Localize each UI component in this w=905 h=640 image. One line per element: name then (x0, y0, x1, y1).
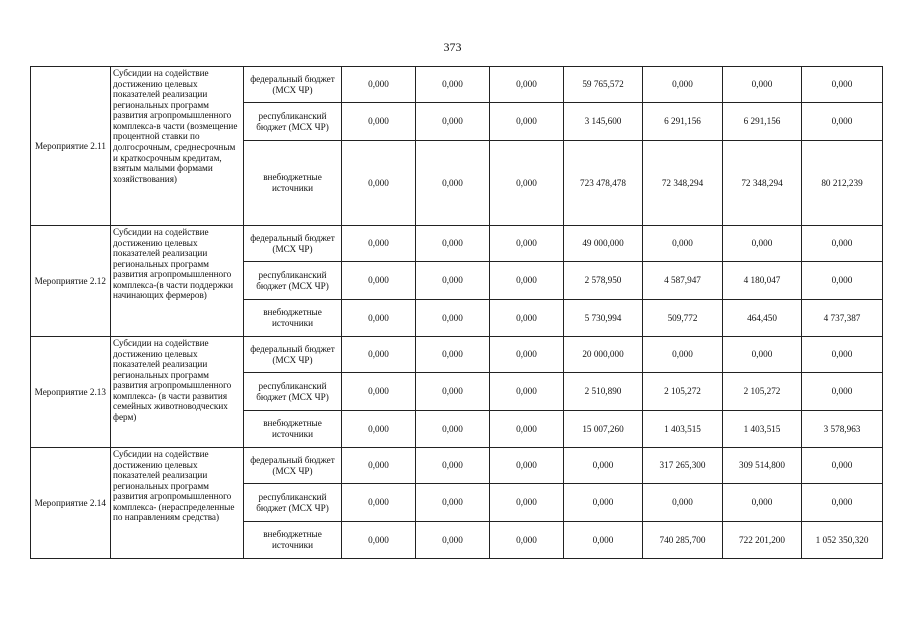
value-cell: 0,000 (490, 67, 564, 103)
value-cell: 0,000 (723, 67, 802, 103)
event-description: Субсидии на содействие достижению целевых показателей реализации региональных программ развития агропромышленного комплекса- (в части развития семейных животноводческих ферм) (111, 337, 244, 448)
value-cell: 2 105,272 (723, 373, 802, 411)
value-cell: 0,000 (490, 522, 564, 559)
value-cell: 6 291,156 (723, 103, 802, 141)
value-cell: 4 737,387 (802, 300, 883, 337)
value-cell: 0,000 (342, 262, 416, 300)
value-cell: 59 765,572 (564, 67, 643, 103)
funding-source: внебюджетные источники (244, 300, 342, 337)
event-label: Мероприятие 2.12 (31, 226, 111, 337)
value-cell: 15 007,260 (564, 411, 643, 448)
value-cell: 0,000 (416, 262, 490, 300)
value-cell: 0,000 (416, 411, 490, 448)
funding-source: республиканский бюджет (МСХ ЧР) (244, 103, 342, 141)
value-cell: 509,772 (643, 300, 723, 337)
funding-source: федеральный бюджет (МСХ ЧР) (244, 67, 342, 103)
event-description: Субсидии на содействие достижению целевых показателей реализации региональных программ развития агропромышленного комплекса-(в части поддержки начинающих фермеров) (111, 226, 244, 337)
funding-source: республиканский бюджет (МСХ ЧР) (244, 262, 342, 300)
value-cell: 0,000 (342, 448, 416, 484)
value-cell: 0,000 (416, 141, 490, 226)
table-row (31, 337, 883, 373)
value-cell: 0,000 (802, 373, 883, 411)
value-cell: 0,000 (490, 141, 564, 226)
value-cell: 0,000 (802, 226, 883, 262)
value-cell: 3 145,600 (564, 103, 643, 141)
value-cell: 0,000 (802, 262, 883, 300)
value-cell: 0,000 (342, 226, 416, 262)
value-cell: 0,000 (416, 300, 490, 337)
value-cell: 0,000 (490, 226, 564, 262)
value-cell: 0,000 (490, 300, 564, 337)
value-cell: 0,000 (802, 448, 883, 484)
value-cell: 0,000 (416, 67, 490, 103)
value-cell: 0,000 (416, 522, 490, 559)
value-cell: 0,000 (342, 373, 416, 411)
value-cell: 6 291,156 (643, 103, 723, 141)
value-cell: 0,000 (416, 373, 490, 411)
table-row (31, 226, 883, 262)
value-cell: 0,000 (802, 103, 883, 141)
value-cell: 4 180,047 (723, 262, 802, 300)
value-cell: 0,000 (342, 484, 416, 522)
value-cell: 0,000 (342, 337, 416, 373)
value-cell: 0,000 (564, 484, 643, 522)
funding-source: федеральный бюджет (МСХ ЧР) (244, 337, 342, 373)
value-cell: 0,000 (723, 337, 802, 373)
value-cell: 1 052 350,320 (802, 522, 883, 559)
value-cell: 0,000 (723, 226, 802, 262)
value-cell: 317 265,300 (643, 448, 723, 484)
value-cell: 0,000 (342, 522, 416, 559)
value-cell: 0,000 (643, 226, 723, 262)
value-cell: 722 201,200 (723, 522, 802, 559)
value-cell: 0,000 (416, 448, 490, 484)
value-cell: 0,000 (490, 262, 564, 300)
value-cell: 0,000 (416, 103, 490, 141)
value-cell: 80 212,239 (802, 141, 883, 226)
funding-source: республиканский бюджет (МСХ ЧР) (244, 373, 342, 411)
value-cell: 49 000,000 (564, 226, 643, 262)
event-label: Мероприятие 2.13 (31, 337, 111, 448)
value-cell: 0,000 (490, 484, 564, 522)
value-cell: 0,000 (723, 484, 802, 522)
value-cell: 0,000 (342, 411, 416, 448)
event-label: Мероприятие 2.11 (31, 67, 111, 226)
value-cell: 0,000 (342, 141, 416, 226)
value-cell: 1 403,515 (643, 411, 723, 448)
value-cell: 1 403,515 (723, 411, 802, 448)
value-cell: 5 730,994 (564, 300, 643, 337)
funding-source: федеральный бюджет (МСХ ЧР) (244, 226, 342, 262)
value-cell: 0,000 (490, 337, 564, 373)
value-cell: 0,000 (643, 67, 723, 103)
value-cell: 0,000 (490, 448, 564, 484)
event-description: Субсидии на содействие достижению целевых показателей реализации региональных программ развития агропромышленного комплекса- (нераспределенные по направлениям средства) (111, 448, 244, 559)
value-cell: 0,000 (490, 103, 564, 141)
value-cell: 0,000 (490, 373, 564, 411)
value-cell: 0,000 (342, 300, 416, 337)
value-cell: 0,000 (342, 67, 416, 103)
value-cell: 0,000 (643, 337, 723, 373)
funding-source: внебюджетные источники (244, 141, 342, 226)
value-cell: 4 587,947 (643, 262, 723, 300)
value-cell: 2 578,950 (564, 262, 643, 300)
value-cell: 72 348,294 (723, 141, 802, 226)
value-cell: 0,000 (564, 448, 643, 484)
value-cell: 0,000 (490, 411, 564, 448)
value-cell: 0,000 (802, 337, 883, 373)
value-cell: 0,000 (643, 484, 723, 522)
value-cell: 0,000 (802, 484, 883, 522)
page-number: 373 (443, 40, 462, 54)
value-cell: 20 000,000 (564, 337, 643, 373)
value-cell: 0,000 (342, 103, 416, 141)
table-row (31, 67, 883, 103)
value-cell: 0,000 (564, 522, 643, 559)
value-cell: 3 578,963 (802, 411, 883, 448)
funding-source: внебюджетные источники (244, 522, 342, 559)
value-cell: 72 348,294 (643, 141, 723, 226)
value-cell: 309 514,800 (723, 448, 802, 484)
event-description: Субсидии на содействие достижению целевых показателей реализации региональных программ развития агропромышленного комплекса-в части (возмещение процентной ставки по долгосрочным, среднесрочным и краткосрочным кредитам, взятым малыми формами хозяйствования) (111, 67, 244, 226)
value-cell: 0,000 (416, 337, 490, 373)
value-cell: 464,450 (723, 300, 802, 337)
table-row (31, 448, 883, 484)
value-cell: 2 105,272 (643, 373, 723, 411)
value-cell: 0,000 (416, 484, 490, 522)
funding-source: внебюджетные источники (244, 411, 342, 448)
funding-source: федеральный бюджет (МСХ ЧР) (244, 448, 342, 484)
event-label: Мероприятие 2.14 (31, 448, 111, 559)
value-cell: 2 510,890 (564, 373, 643, 411)
funding-source: республиканский бюджет (МСХ ЧР) (244, 484, 342, 522)
value-cell: 740 285,700 (643, 522, 723, 559)
value-cell: 723 478,478 (564, 141, 643, 226)
budget-table (30, 66, 883, 559)
value-cell: 0,000 (802, 67, 883, 103)
value-cell: 0,000 (416, 226, 490, 262)
